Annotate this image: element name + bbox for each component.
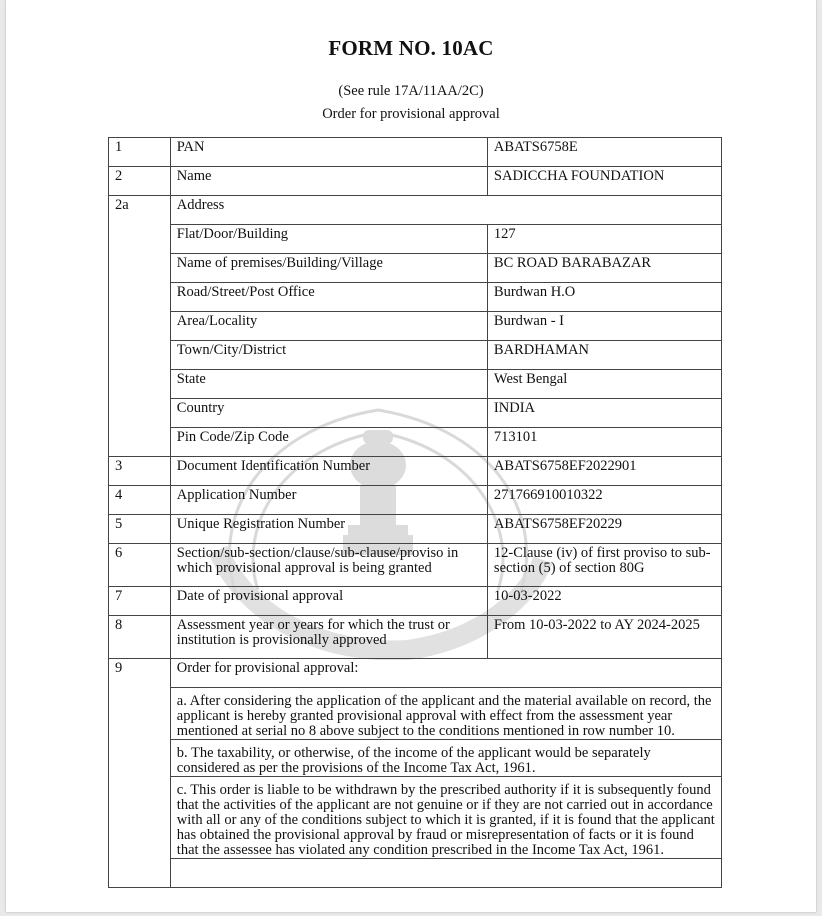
name-label: Name bbox=[170, 167, 487, 196]
form-title: FORM NO. 10AC bbox=[328, 36, 494, 60]
table-row bbox=[109, 283, 722, 312]
urn-label: Unique Registration Number bbox=[170, 515, 487, 544]
table-row bbox=[109, 196, 722, 225]
country-value: INDIA bbox=[487, 399, 721, 428]
rule-reference: (See rule 17A/11AA/2C) bbox=[338, 83, 484, 99]
ay-value: From 10-03-2022 to AY 2024-2025 bbox=[487, 616, 721, 659]
table-row bbox=[109, 486, 722, 515]
road-value: Burdwan H.O bbox=[487, 283, 721, 312]
row-number: 1 bbox=[109, 138, 171, 167]
application-value: 271766910010322 bbox=[487, 486, 721, 515]
table-row bbox=[109, 254, 722, 283]
table-row bbox=[109, 659, 722, 688]
ay-label: Assessment year or years for which the trust or institution is provisionally approved bbox=[170, 616, 487, 659]
table-row bbox=[109, 859, 722, 888]
table-row bbox=[109, 740, 722, 777]
row-number: 7 bbox=[109, 587, 171, 616]
table-row bbox=[109, 544, 722, 587]
state-value: West Bengal bbox=[487, 370, 721, 399]
order-label: Order for provisional approval: bbox=[170, 659, 721, 688]
date-value: 10-03-2022 bbox=[487, 587, 721, 616]
section-value: 12-Clause (iv) of first proviso to sub-section (5) of section 80G bbox=[487, 544, 721, 587]
premises-label: Name of premises/Building/Village bbox=[170, 254, 487, 283]
flat-value: 127 bbox=[487, 225, 721, 254]
table-row bbox=[109, 370, 722, 399]
din-label: Document Identification Number bbox=[170, 457, 487, 486]
row-number: 8 bbox=[109, 616, 171, 659]
row-number: 4 bbox=[109, 486, 171, 515]
pan-label: PAN bbox=[170, 138, 487, 167]
date-label: Date of provisional approval bbox=[170, 587, 487, 616]
table-row bbox=[109, 616, 722, 659]
approval-table bbox=[108, 137, 722, 888]
table-row bbox=[109, 312, 722, 341]
country-label: Country bbox=[170, 399, 487, 428]
pin-label: Pin Code/Zip Code bbox=[170, 428, 487, 457]
state-label: State bbox=[170, 370, 487, 399]
document-page bbox=[6, 0, 816, 912]
area-value: Burdwan - I bbox=[487, 312, 721, 341]
table-row bbox=[109, 167, 722, 196]
table-row bbox=[109, 428, 722, 457]
town-label: Town/City/District bbox=[170, 341, 487, 370]
table-row bbox=[109, 688, 722, 740]
urn-value: ABATS6758EF20229 bbox=[487, 515, 721, 544]
premises-value: BC ROAD BARABAZAR bbox=[487, 254, 721, 283]
row-number: 2a bbox=[109, 196, 171, 457]
order-paragraph-c: c. This order is liable to be withdrawn by the prescribed authority if it is subsequently found that the activities of the applicant are not genuine or if they are not carried out in accordance with all or any of the conditions subject to which it is granted, if it is found that the applicant has obtained the provisional approval by fraud or misrepresentation of facts or it is found that the assessee has violated any condition prescribed in the Income Tax Act, 1961. bbox=[170, 777, 721, 859]
flat-label: Flat/Door/Building bbox=[170, 225, 487, 254]
table-row bbox=[109, 399, 722, 428]
table-row bbox=[109, 341, 722, 370]
din-value: ABATS6758EF2022901 bbox=[487, 457, 721, 486]
road-label: Road/Street/Post Office bbox=[170, 283, 487, 312]
town-value: BARDHAMAN bbox=[487, 341, 721, 370]
row-number: 9 bbox=[109, 659, 171, 888]
row-number: 5 bbox=[109, 515, 171, 544]
table-row bbox=[109, 777, 722, 859]
row-number: 6 bbox=[109, 544, 171, 587]
pin-value: 713101 bbox=[487, 428, 721, 457]
table-row bbox=[109, 225, 722, 254]
area-label: Area/Locality bbox=[170, 312, 487, 341]
row-number: 2 bbox=[109, 167, 171, 196]
table-row bbox=[109, 587, 722, 616]
table-row bbox=[109, 457, 722, 486]
name-value: SADICCHA FOUNDATION bbox=[487, 167, 721, 196]
order-paragraph-a: a. After considering the application of the applicant and the material available on record, the applicant is hereby granted provisional approval with effect from the assessment year mentioned at serial no 8 above subject to the conditions mentioned in row number 10. bbox=[170, 688, 721, 740]
row-number: 3 bbox=[109, 457, 171, 486]
table-row bbox=[109, 138, 722, 167]
order-paragraph-b: b. The taxability, or otherwise, of the income of the applicant would be separately considered as per the provisions of the Income Tax Act, 1961. bbox=[170, 740, 721, 777]
form-subtitle: Order for provisional approval bbox=[322, 106, 500, 122]
next-row-cut-off bbox=[170, 859, 721, 888]
table-row bbox=[109, 515, 722, 544]
application-label: Application Number bbox=[170, 486, 487, 515]
pan-value: ABATS6758E bbox=[487, 138, 721, 167]
section-label: Section/sub-section/clause/sub-clause/proviso in which provisional approval is being granted bbox=[170, 544, 487, 587]
address-label: Address bbox=[170, 196, 721, 225]
